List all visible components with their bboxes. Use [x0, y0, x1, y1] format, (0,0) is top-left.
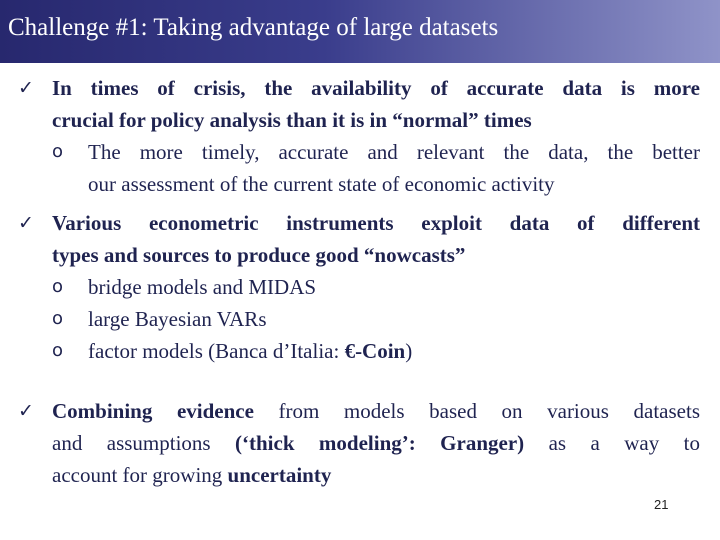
checkmark-icon: ✓ [18, 77, 34, 99]
bullet-text-line: types and sources to produce good “nowcasts” [52, 243, 466, 267]
sub-bullet-marker: o [52, 141, 64, 162]
text-segment: and assumptions [52, 431, 236, 455]
sub-bullet-text-part: factor models (Banca d’Italia: [88, 339, 345, 363]
sub-bullet-text: large Bayesian VARs [88, 307, 267, 331]
title-bar [0, 0, 720, 63]
bullet-text-line [52, 427, 700, 459]
text-segment: (‘thick modeling’: Granger) [235, 431, 525, 455]
bullet-text-line: Various econometric instruments exploit data of different [52, 211, 700, 235]
text-segment: as a way to [524, 431, 700, 455]
sub-bullet-text [88, 335, 700, 367]
bullet-text-line [52, 395, 700, 427]
sub-bullet-marker: o [52, 308, 64, 329]
bullet-text-line: crucial for policy analysis than it is in “normal” times [52, 108, 532, 132]
bullet-text-line: In times of crisis, the availability of accurate data is more [52, 76, 700, 100]
text-segment: Combining evidence [52, 399, 254, 423]
text-segment: account for growing [52, 463, 228, 487]
sub-bullet-text: bridge models and MIDAS [88, 275, 317, 299]
slide-title: Challenge #1: Taking advantage of large datasets [8, 14, 499, 41]
ecoin-label: €-Coin [344, 339, 406, 363]
bullet-crisis-data [18, 72, 700, 200]
sub-bullet-marker: o [52, 340, 64, 361]
sub-bullet-text: The more timely, accurate and relevant the data, the better [88, 140, 700, 164]
bullet-combining-evidence [18, 395, 700, 491]
sub-bullet-marker: o [52, 276, 64, 297]
bullet-econometric-instruments [18, 207, 700, 367]
sub-bullet-text-part: ) [405, 339, 413, 363]
checkmark-icon: ✓ [18, 212, 34, 234]
checkmark-icon: ✓ [18, 400, 34, 422]
page-number: 21 [654, 497, 669, 512]
sub-bullet-text: our assessment of the current state of economic activity [88, 172, 555, 196]
text-segment: from models based on various datasets [253, 399, 700, 423]
text-segment: uncertainty [227, 463, 332, 487]
bullet-text-line [52, 459, 700, 491]
